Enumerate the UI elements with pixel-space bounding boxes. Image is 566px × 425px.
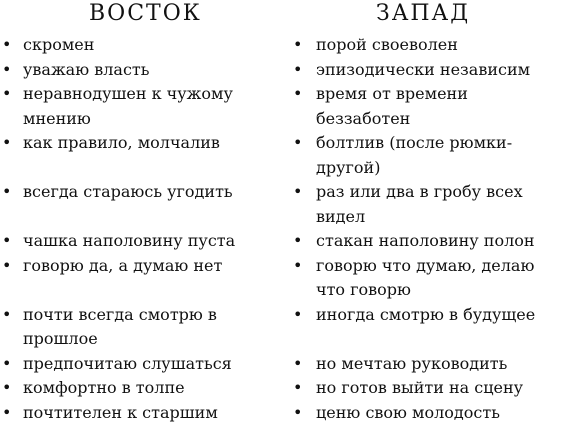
list-item-text: иногда смотрю в будущее (316, 305, 535, 324)
list-item-text: предпочитаю слушаться (23, 354, 232, 373)
bullet-icon: • (2, 82, 11, 107)
bullet-icon: • (2, 180, 11, 205)
list-item-text: порой своеволен (316, 35, 458, 54)
list-row (0, 401, 566, 425)
list-item-text: почти всегда смотрю в прошлое (23, 305, 217, 349)
list-item-text: ценю свою молодость (316, 403, 500, 422)
list-row (0, 131, 566, 180)
bullet-icon: • (293, 254, 302, 279)
bullet-icon: • (2, 401, 11, 425)
column-header-west: ЗАПАД (376, 1, 470, 27)
bullet-icon: • (293, 33, 302, 58)
bullet-icon: • (2, 254, 11, 279)
bullet-icon: • (293, 352, 302, 377)
list-item-east (0, 33, 290, 58)
list-item-west (290, 376, 566, 401)
list-item-west (290, 180, 566, 229)
list-row (0, 33, 566, 58)
list-row (0, 229, 566, 254)
list-row (0, 254, 566, 303)
bullet-icon: • (293, 303, 302, 328)
bullet-icon: • (293, 401, 302, 425)
bullet-icon: • (2, 33, 11, 58)
bullet-icon: • (2, 352, 11, 377)
list-item-text: почтителен к старшим (23, 403, 218, 422)
list-item-text: неравнодушен к чужому мнению (23, 84, 233, 128)
list-item-east (0, 58, 290, 83)
list-row (0, 180, 566, 229)
list-item-text: эпизодически независим (316, 60, 530, 79)
bullet-icon: • (293, 58, 302, 83)
list-item-east (0, 401, 290, 425)
bullet-icon: • (293, 82, 302, 107)
bullet-icon: • (293, 180, 302, 205)
bullet-icon: • (2, 303, 11, 328)
list-item-east (0, 376, 290, 401)
list-item-east (0, 303, 290, 352)
list-row (0, 352, 566, 377)
list-item-text: комфортно в толпе (23, 378, 185, 397)
list-item-west (290, 131, 566, 180)
list-row (0, 376, 566, 401)
list-item-east (0, 82, 290, 131)
list-item-text: как правило, молчалив (23, 133, 220, 152)
list-item-text: говорю да, а думаю нет (23, 256, 222, 275)
list-item-text: время от времени беззаботен (316, 84, 468, 128)
list-row (0, 82, 566, 131)
list-item-west (290, 229, 566, 254)
list-item-west (290, 352, 566, 377)
list-item-west (290, 401, 566, 425)
list-item-text: уважаю власть (23, 60, 149, 79)
list-item-east (0, 352, 290, 377)
list-item-west (290, 303, 566, 352)
list-item-text: раз или два в гробу всех видел (316, 182, 523, 226)
bullet-icon: • (2, 376, 11, 401)
bullet-icon: • (293, 131, 302, 156)
bullet-icon: • (2, 131, 11, 156)
list-item-east (0, 229, 290, 254)
list-item-east (0, 180, 290, 229)
list-item-west (290, 58, 566, 83)
list-item-east (0, 131, 290, 180)
list-item-text: всегда стараюсь угодить (23, 182, 233, 201)
list-item-text: говорю что думаю, делаю что говорю (316, 256, 534, 300)
list-item-text: скромен (23, 35, 94, 54)
list-item-text: но мечтаю руководить (316, 354, 507, 373)
list-item-west (290, 33, 566, 58)
bullet-icon: • (2, 229, 11, 254)
list-row (0, 303, 566, 352)
list-item-west (290, 254, 566, 303)
bullet-icon: • (293, 376, 302, 401)
list-item-east (0, 254, 290, 303)
comparison-list (0, 33, 566, 425)
list-item-text: стакан наполовину полон (316, 231, 535, 250)
list-item-text: болтлив (после рюмки-другой) (316, 133, 512, 177)
column-header-east: ВОСТОК (89, 1, 202, 27)
bullet-icon: • (2, 58, 11, 83)
list-item-west (290, 82, 566, 131)
list-row (0, 58, 566, 83)
list-item-text: чашка наполовину пуста (23, 231, 235, 250)
list-item-text: но готов выйти на сцену (316, 378, 523, 397)
bullet-icon: • (293, 229, 302, 254)
